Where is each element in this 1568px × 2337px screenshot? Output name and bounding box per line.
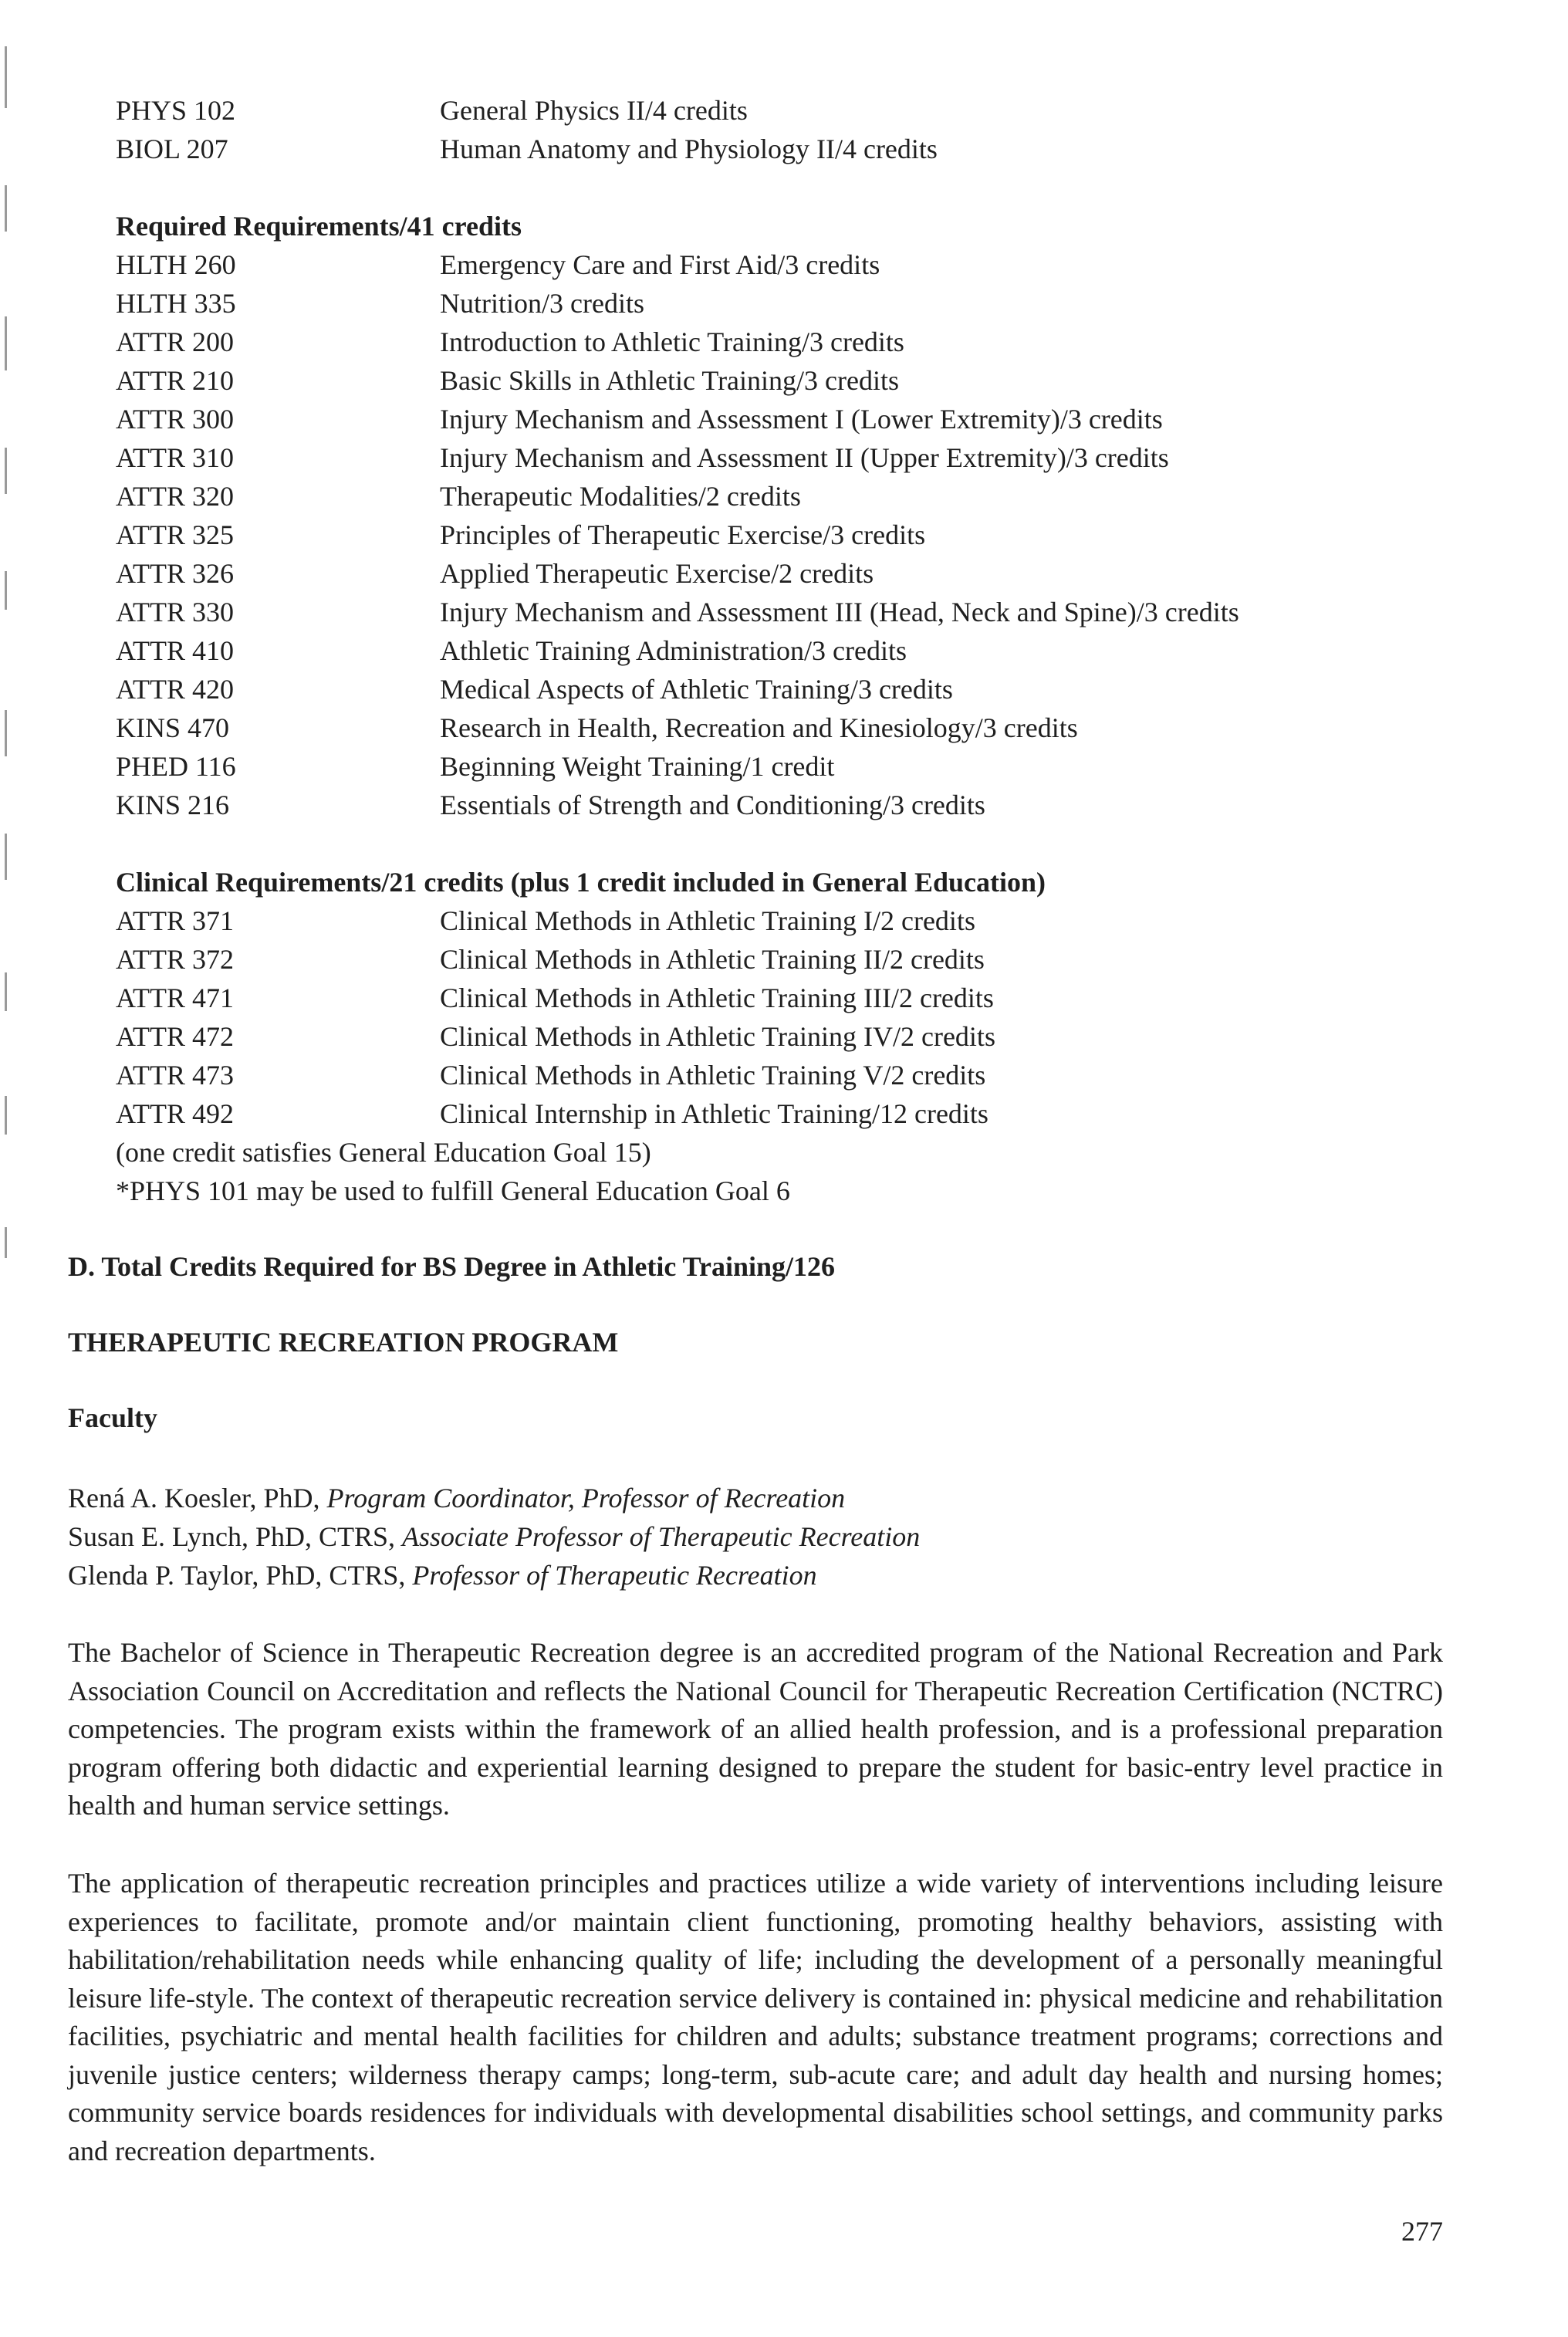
faculty-title: Professor of Therapeutic Recreation xyxy=(412,1560,817,1591)
course-description: Injury Mechanism and Assessment I (Lower Extremity)/3 credits xyxy=(440,404,1163,435)
faculty-member xyxy=(68,1517,920,1556)
course-row xyxy=(116,245,1505,284)
course-description: Injury Mechanism and Assessment II (Upper Extremity)/3 credits xyxy=(440,442,1169,473)
course-row xyxy=(116,91,1505,130)
program-application-paragraph: The application of therapeutic recreation principles and practices utilize a wide variety of interventions including leisure experiences to facilitate, promote and/or maintain client functioning, promoting healthy behaviors, assisting with habilitation/rehabilitation needs while enhancing quality of life; including the development of a personally meaningful leisure life-style. The context of therapeutic recreation service delivery is contained in: physical medicine and rehabilitation facilities, psychiatric and mental health facilities for children and adults; substance treatment programs; corrections and juvenile justice centers; wilderness therapy camps; long-term, sub-acute care; and adult day health and nursing homes; community service boards residences for individuals with developmental disabilities school settings, and community parks and recreation departments. xyxy=(68,1868,1443,2166)
course-code: BIOL 207 xyxy=(116,134,228,164)
faculty-heading: Faculty xyxy=(68,1402,157,1433)
course-code: HLTH 335 xyxy=(116,288,236,319)
course-code: ATTR 420 xyxy=(116,674,234,705)
course-row xyxy=(116,400,1505,438)
course-row xyxy=(116,1094,1505,1133)
course-description: Emergency Care and First Aid/3 credits xyxy=(440,249,880,280)
course-row xyxy=(116,477,1505,516)
course-description: Athletic Training Administration/3 credits xyxy=(440,635,907,666)
program-description-paragraph: The Bachelor of Science in Therapeutic Recreation degree is an accredited program of the National Recreation and Park Association Council on Accreditation and reflects the National Council for Therapeutic Recreation Certification (NCTRC) competencies. The program exists within the framework of an allied health profession, and is a professional preparation program offering both didactic and experiential learning designed to prepare the student for basic-entry level practice in health and human service settings. xyxy=(68,1637,1443,1821)
course-description: Injury Mechanism and Assessment III (Head, Neck and Spine)/3 credits xyxy=(440,597,1239,627)
course-description: Medical Aspects of Athletic Training/3 credits xyxy=(440,674,953,705)
course-code: ATTR 330 xyxy=(116,597,234,627)
course-description: Clinical Methods in Athletic Training IV/2 credits xyxy=(440,1021,995,1052)
page-number: 277 xyxy=(1401,2216,1443,2247)
faculty-member xyxy=(68,1556,817,1595)
course-row xyxy=(116,786,1505,824)
course-row xyxy=(116,593,1505,631)
course-description: Human Anatomy and Physiology II/4 credits xyxy=(440,134,938,164)
total-credits-heading: D. Total Credits Required for BS Degree in Athletic Training/126 xyxy=(68,1251,836,1282)
faculty-member xyxy=(68,1479,845,1517)
course-description: Introduction to Athletic Training/3 credits xyxy=(440,326,904,357)
course-code: ATTR 371 xyxy=(116,905,234,936)
course-code: ATTR 325 xyxy=(116,519,234,550)
course-description: Applied Therapeutic Exercise/2 credits xyxy=(440,558,874,589)
course-code: ATTR 320 xyxy=(116,481,234,512)
course-code: ATTR 326 xyxy=(116,558,234,589)
course-code: ATTR 310 xyxy=(116,442,234,473)
course-description: Clinical Methods in Athletic Training V/2 credits xyxy=(440,1060,986,1091)
course-code: KINS 470 xyxy=(116,712,230,743)
course-row xyxy=(116,438,1505,477)
course-description: Clinical Methods in Athletic Training III/2 credits xyxy=(440,982,994,1013)
course-row xyxy=(116,979,1505,1017)
course-row xyxy=(116,554,1505,593)
course-description: Therapeutic Modalities/2 credits xyxy=(440,481,801,512)
course-description: Principles of Therapeutic Exercise/3 credits xyxy=(440,519,926,550)
course-code: ATTR 210 xyxy=(116,365,234,396)
course-row xyxy=(116,284,1505,323)
program-heading: THERAPEUTIC RECREATION PROGRAM xyxy=(68,1327,619,1358)
course-row xyxy=(116,670,1505,709)
course-row xyxy=(116,516,1505,554)
course-code: PHED 116 xyxy=(116,751,236,782)
course-row xyxy=(116,130,1505,168)
course-description: Clinical Internship in Athletic Training/12 credits xyxy=(440,1098,988,1129)
course-code: ATTR 200 xyxy=(116,326,234,357)
course-row xyxy=(116,631,1505,670)
course-row xyxy=(116,901,1505,940)
course-description: Nutrition/3 credits xyxy=(440,288,644,319)
course-description: General Physics II/4 credits xyxy=(440,95,748,126)
course-description: Essentials of Strength and Conditioning/3 credits xyxy=(440,790,985,820)
course-description: Clinical Methods in Athletic Training II/2 credits xyxy=(440,944,985,975)
course-description: Beginning Weight Training/1 credit xyxy=(440,751,835,782)
course-row xyxy=(116,323,1505,361)
course-row xyxy=(116,1056,1505,1094)
course-code: ATTR 372 xyxy=(116,944,234,975)
course-description: Clinical Methods in Athletic Training I/2 credits xyxy=(440,905,975,936)
course-code: ATTR 492 xyxy=(116,1098,234,1129)
course-code: PHYS 102 xyxy=(116,95,236,126)
course-code: ATTR 300 xyxy=(116,404,234,435)
course-description: Research in Health, Recreation and Kinesiology/3 credits xyxy=(440,712,1078,743)
course-code: ATTR 410 xyxy=(116,635,234,666)
faculty-title: Associate Professor of Therapeutic Recreation xyxy=(402,1521,921,1552)
faculty-name: Rená A. Koesler, PhD, xyxy=(68,1483,327,1513)
binding-edge-marks xyxy=(0,0,15,2337)
course-code: ATTR 471 xyxy=(116,982,234,1013)
course-row xyxy=(116,1017,1505,1056)
course-code: HLTH 260 xyxy=(116,249,236,280)
faculty-name: Glenda P. Taylor, PhD, CTRS, xyxy=(68,1560,413,1591)
faculty-name: Susan E. Lynch, PhD, CTRS, xyxy=(68,1521,403,1552)
course-row xyxy=(116,940,1505,979)
general-education-note: (one credit satisfies General Education Goal 15) xyxy=(116,1137,651,1168)
clinical-requirements-heading: Clinical Requirements/21 credits (plus 1 credit included in General Education) xyxy=(116,867,1046,898)
course-row xyxy=(116,709,1505,747)
phys-footnote: *PHYS 101 may be used to fulfill General Education Goal 6 xyxy=(116,1175,790,1206)
course-row xyxy=(116,361,1505,400)
course-code: ATTR 472 xyxy=(116,1021,234,1052)
course-code: ATTR 473 xyxy=(116,1060,234,1091)
course-row xyxy=(116,747,1505,786)
course-code: KINS 216 xyxy=(116,790,230,820)
course-description: Basic Skills in Athletic Training/3 credits xyxy=(440,365,900,396)
required-requirements-heading: Required Requirements/41 credits xyxy=(116,211,522,242)
faculty-title: Program Coordinator, Professor of Recreation xyxy=(326,1483,846,1513)
